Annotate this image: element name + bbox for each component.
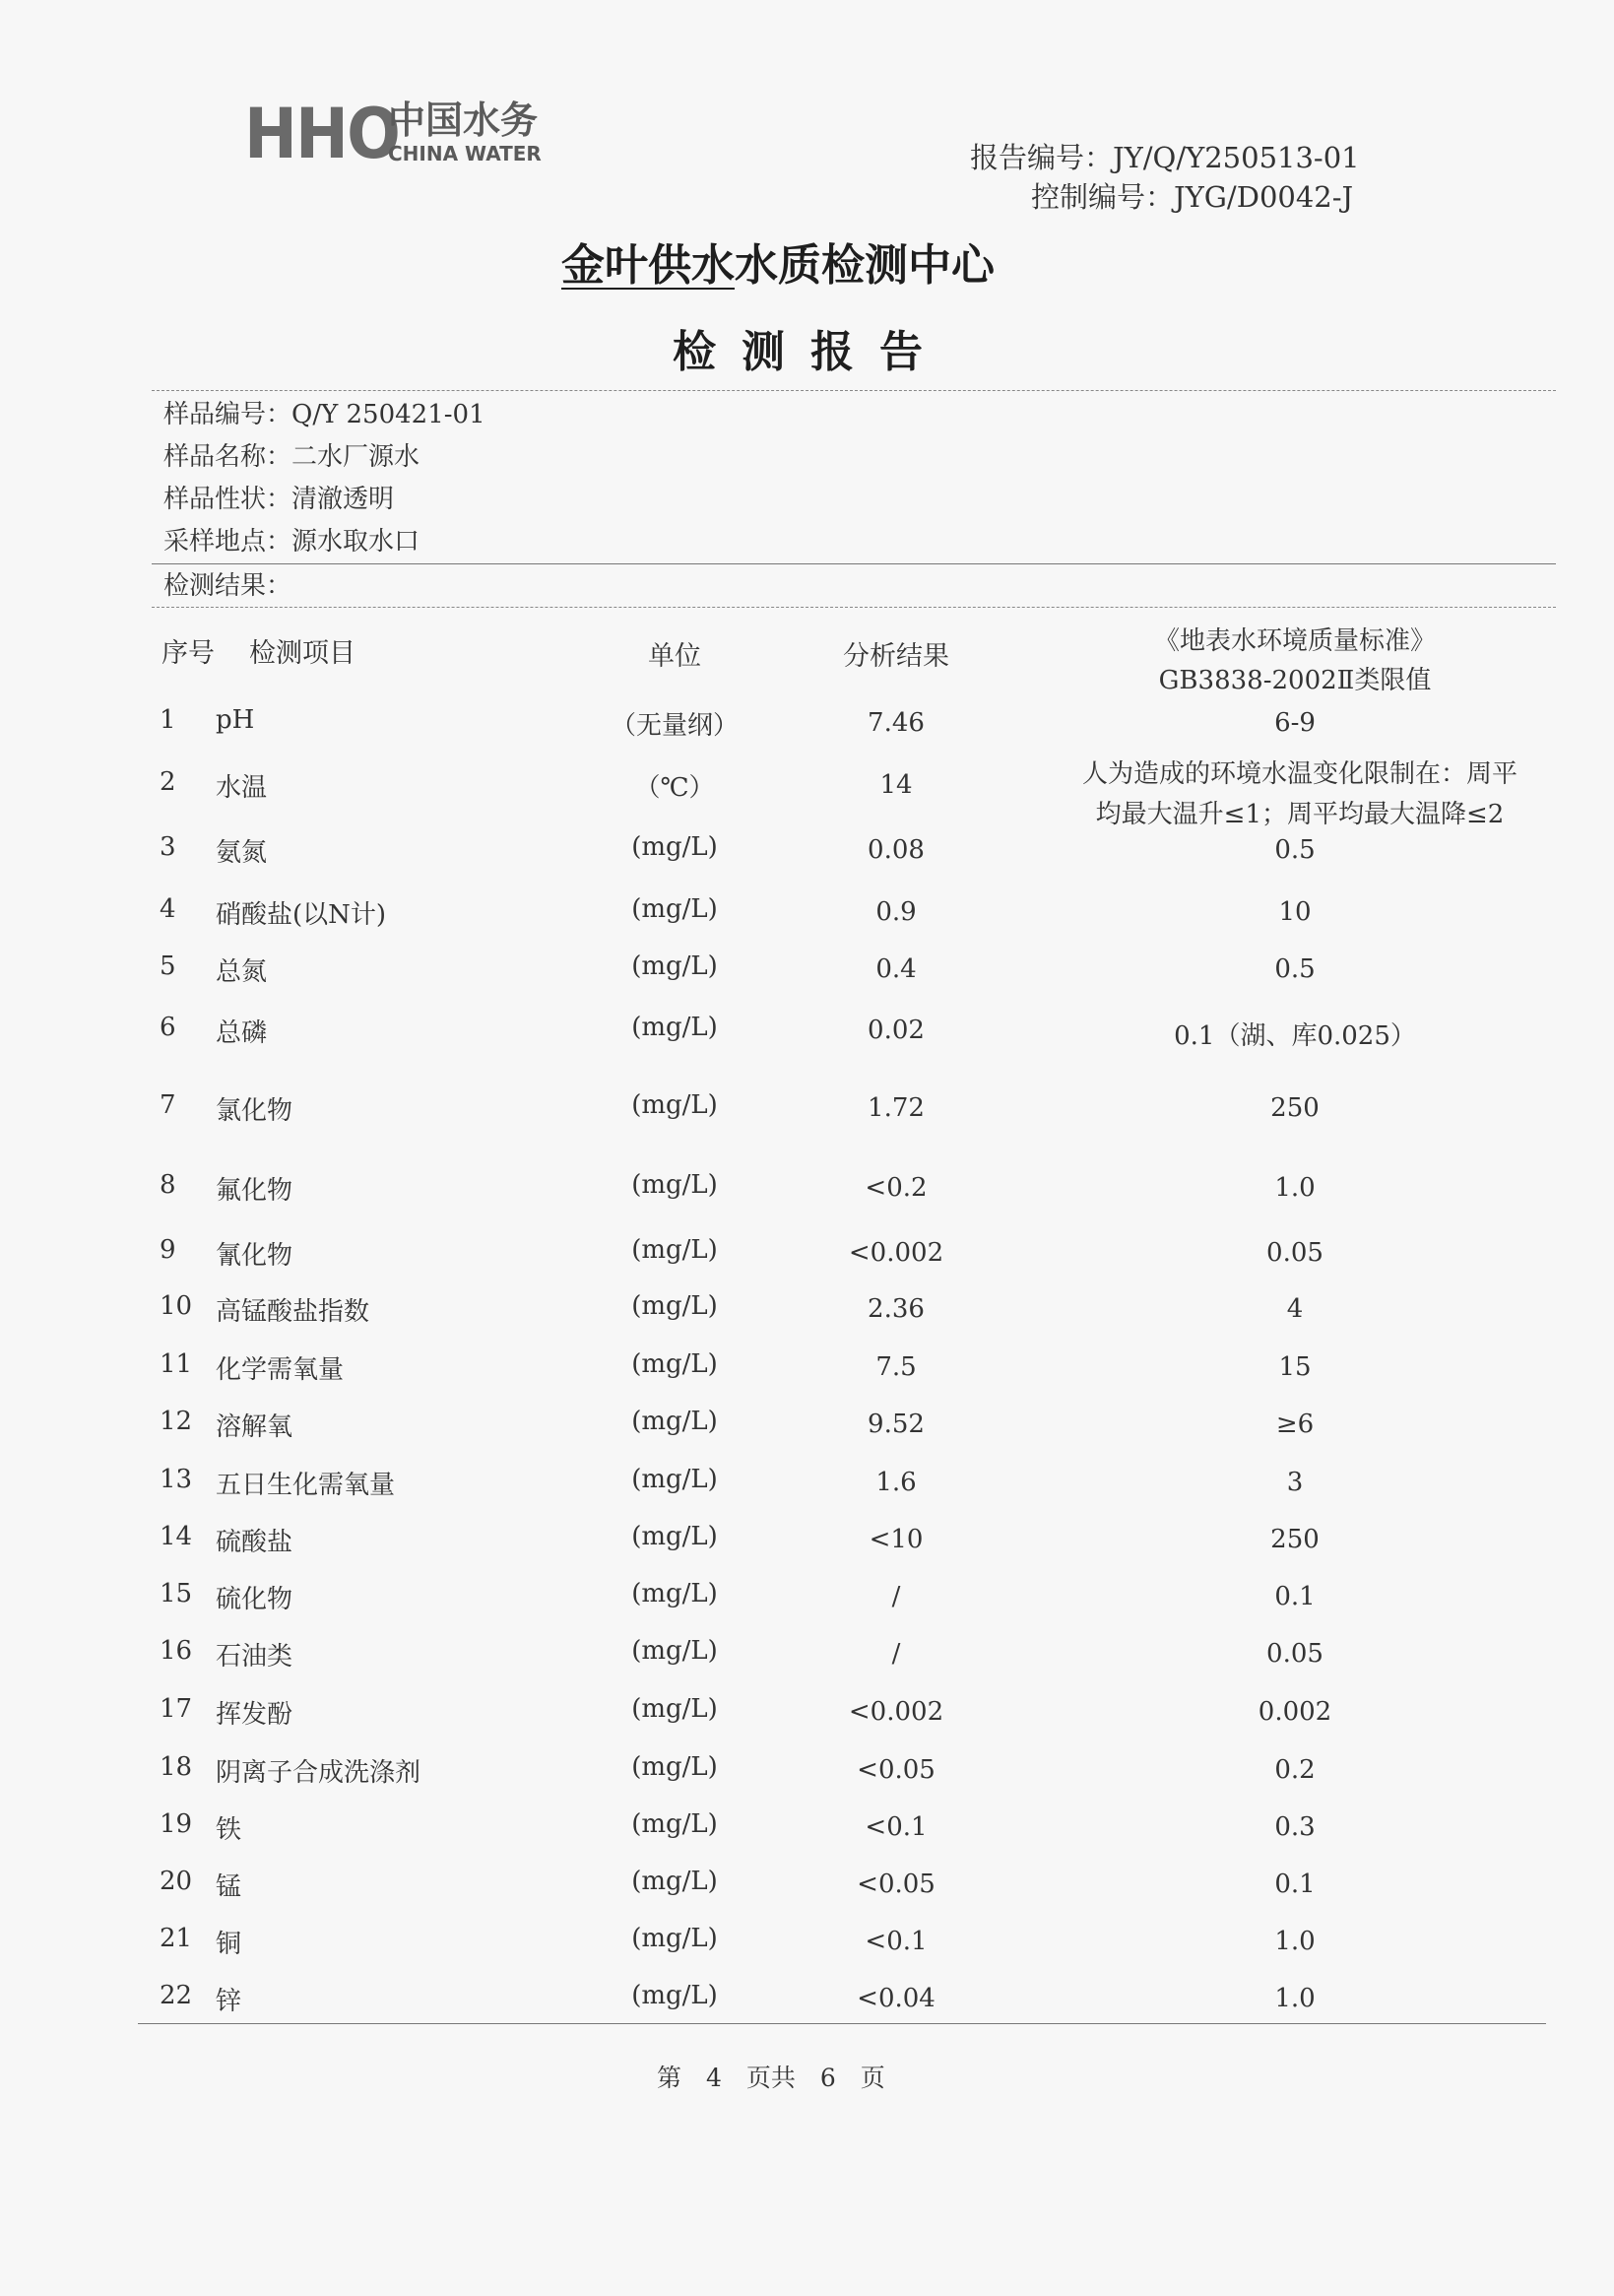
row-result: 2.36 (868, 1294, 925, 1324)
row-limit: 0.2 (1274, 1755, 1316, 1785)
row-result: <0.1 (865, 1927, 928, 1956)
row-unit: (mg/L) (631, 1867, 718, 1896)
row-number: 18 (160, 1752, 193, 1782)
header-standard-class: GB3838-2002Ⅱ类限值 (1158, 666, 1432, 695)
sample-id: 样品编号：Q/Y 250421-01 (163, 400, 485, 429)
row-result: 0.9 (875, 897, 917, 927)
results-label: 检测结果： (163, 571, 292, 601)
row-result: <0.1 (865, 1812, 928, 1842)
rule-table-head (152, 607, 1556, 608)
rule-bottom (138, 2023, 1546, 2024)
logo-english-name: CHINA WATER (388, 142, 542, 165)
row-unit: (mg/L) (631, 1522, 718, 1551)
row-item: 阴离子合成洗涤剂 (216, 1758, 421, 1788)
sample-appearance: 样品性状：清澈透明 (163, 485, 395, 514)
row-limit: 0.002 (1258, 1697, 1332, 1727)
row-limit: 0.5 (1274, 835, 1316, 865)
logo-chinese-name: 中国水务 (388, 98, 539, 142)
row-number: 5 (160, 951, 176, 981)
row-unit: (mg/L) (631, 1636, 718, 1666)
row-number: 3 (160, 832, 176, 862)
row-limit: 0.3 (1274, 1812, 1316, 1842)
report-number: 报告编号：JY/Q/Y250513-01 (970, 141, 1360, 174)
header-standard: 《地表水环境质量标准》 (1153, 626, 1436, 656)
control-number: 控制编号：JYG/D0042-J (1031, 180, 1354, 214)
row-number: 9 (160, 1235, 176, 1265)
row-item: 总氮 (216, 957, 268, 987)
row-item: 氰化物 (216, 1241, 293, 1271)
row-number: 11 (160, 1349, 193, 1379)
row-number: 14 (160, 1522, 193, 1551)
rule-top (152, 390, 1556, 391)
row-unit: (mg/L) (631, 1981, 718, 2010)
row-item: 挥发酚 (216, 1700, 293, 1730)
row-number: 8 (160, 1170, 176, 1200)
row-result: / (891, 1582, 901, 1611)
row-unit: (mg/L) (631, 1349, 718, 1379)
row-result: 0.02 (868, 1016, 925, 1045)
row-result: <0.002 (848, 1238, 944, 1268)
logo-mark: HHO (244, 94, 400, 174)
row-limit-line2: 均最大温升≤1；周平均最大温降≤2 (1095, 800, 1505, 829)
org-title-rest: 水质检测中心 (735, 240, 995, 291)
rule-results (152, 563, 1556, 564)
row-item: 硝酸盐(以N计) (216, 900, 387, 930)
row-number: 4 (160, 894, 176, 924)
row-item: 锰 (216, 1872, 242, 1902)
row-unit: (mg/L) (631, 1465, 718, 1494)
header-item: 检测项目 (249, 638, 355, 669)
row-result: 7.46 (868, 708, 925, 738)
sample-name: 样品名称：二水厂源水 (163, 442, 420, 472)
row-limit: 6-9 (1274, 708, 1316, 738)
row-unit: (mg/L) (631, 1579, 718, 1608)
row-unit: (mg/L) (631, 894, 718, 924)
row-result: 7.5 (875, 1352, 917, 1382)
row-unit: (mg/L) (631, 1013, 718, 1042)
row-item: 石油类 (216, 1642, 293, 1672)
row-unit: (mg/L) (631, 1407, 718, 1436)
org-title (561, 230, 995, 293)
row-item: 总磷 (216, 1018, 268, 1048)
row-item: pH (216, 705, 255, 735)
org-title-underlined: 金叶供水 (561, 240, 735, 291)
row-number: 22 (160, 1981, 193, 2010)
row-number: 21 (160, 1924, 193, 1953)
sampling-location: 采样地点：源水取水口 (163, 527, 420, 557)
row-result: <0.05 (857, 1870, 936, 1899)
row-unit: (mg/L) (631, 1235, 718, 1265)
header-result: 分析结果 (843, 641, 949, 672)
header-no: 序号 (161, 638, 215, 669)
row-unit: (mg/L) (631, 1752, 718, 1782)
row-item: 铁 (216, 1815, 242, 1845)
row-limit: 15 (1278, 1352, 1312, 1382)
row-number: 12 (160, 1407, 193, 1436)
row-item: 化学需氧量 (216, 1355, 345, 1385)
row-result: <0.2 (865, 1173, 928, 1203)
row-item: 硫化物 (216, 1585, 293, 1614)
row-limit: 10 (1278, 897, 1312, 927)
row-number: 2 (160, 767, 176, 797)
row-limit: 人为造成的环境水温变化限制在：周平 (1081, 759, 1517, 789)
row-unit: （无量纲） (610, 711, 739, 741)
row-result: <0.05 (857, 1755, 936, 1785)
row-limit: 3 (1286, 1468, 1304, 1497)
row-item: 水温 (216, 773, 268, 803)
row-unit: (mg/L) (631, 1809, 718, 1839)
row-unit: (mg/L) (631, 1694, 718, 1724)
row-unit: (mg/L) (631, 951, 718, 981)
row-number: 19 (160, 1809, 193, 1839)
row-unit: (mg/L) (631, 1090, 718, 1120)
row-limit: 1.0 (1274, 1173, 1316, 1203)
row-item: 氟化物 (216, 1176, 293, 1206)
row-item: 五日生化需氧量 (216, 1471, 396, 1500)
row-number: 17 (160, 1694, 193, 1724)
row-result: <10 (869, 1525, 924, 1554)
row-unit: (mg/L) (631, 1170, 718, 1200)
header-unit: 单位 (648, 641, 701, 672)
row-unit: (mg/L) (631, 832, 718, 862)
document-title: 检测报告 (673, 327, 948, 377)
row-result: 0.08 (868, 835, 925, 865)
row-result: 9.52 (868, 1410, 925, 1439)
row-number: 6 (160, 1013, 176, 1042)
row-limit: 0.5 (1274, 954, 1316, 984)
row-unit: （℃） (634, 773, 715, 803)
row-number: 16 (160, 1636, 193, 1666)
row-limit: 250 (1270, 1093, 1320, 1123)
row-limit: 0.1 (1274, 1582, 1316, 1611)
page-number: 第 4 页共 6 页 (657, 2064, 885, 2092)
row-item: 氯化物 (216, 1096, 293, 1126)
row-result: 1.6 (875, 1468, 917, 1497)
row-result: 0.4 (875, 954, 917, 984)
row-number: 10 (160, 1291, 193, 1321)
row-number: 20 (160, 1867, 193, 1896)
row-item: 锌 (216, 1987, 242, 2016)
row-unit: (mg/L) (631, 1924, 718, 1953)
row-number: 15 (160, 1579, 193, 1608)
row-result: / (891, 1639, 901, 1669)
row-limit: 0.05 (1266, 1639, 1323, 1669)
row-number: 1 (160, 705, 176, 735)
row-limit: 1.0 (1274, 1927, 1316, 1956)
row-result: 14 (879, 770, 913, 800)
row-limit: 1.0 (1274, 1984, 1316, 2013)
row-limit: 0.1（湖、库0.025） (1174, 1021, 1416, 1051)
row-unit: (mg/L) (631, 1291, 718, 1321)
row-result: <0.04 (857, 1984, 936, 2013)
row-limit: ≥6 (1275, 1410, 1315, 1439)
row-item: 溶解氧 (216, 1412, 293, 1442)
row-result: 1.72 (868, 1093, 925, 1123)
row-limit: 4 (1286, 1294, 1304, 1324)
row-item: 氨氮 (216, 838, 268, 868)
row-item: 硫酸盐 (216, 1528, 293, 1557)
row-number: 13 (160, 1465, 193, 1494)
row-number: 7 (160, 1090, 176, 1120)
row-item: 铜 (216, 1930, 242, 1959)
row-item: 高锰酸盐指数 (216, 1297, 370, 1327)
row-limit: 0.05 (1266, 1238, 1323, 1268)
row-result: <0.002 (848, 1697, 944, 1727)
row-limit: 0.1 (1274, 1870, 1316, 1899)
row-limit: 250 (1270, 1525, 1320, 1554)
